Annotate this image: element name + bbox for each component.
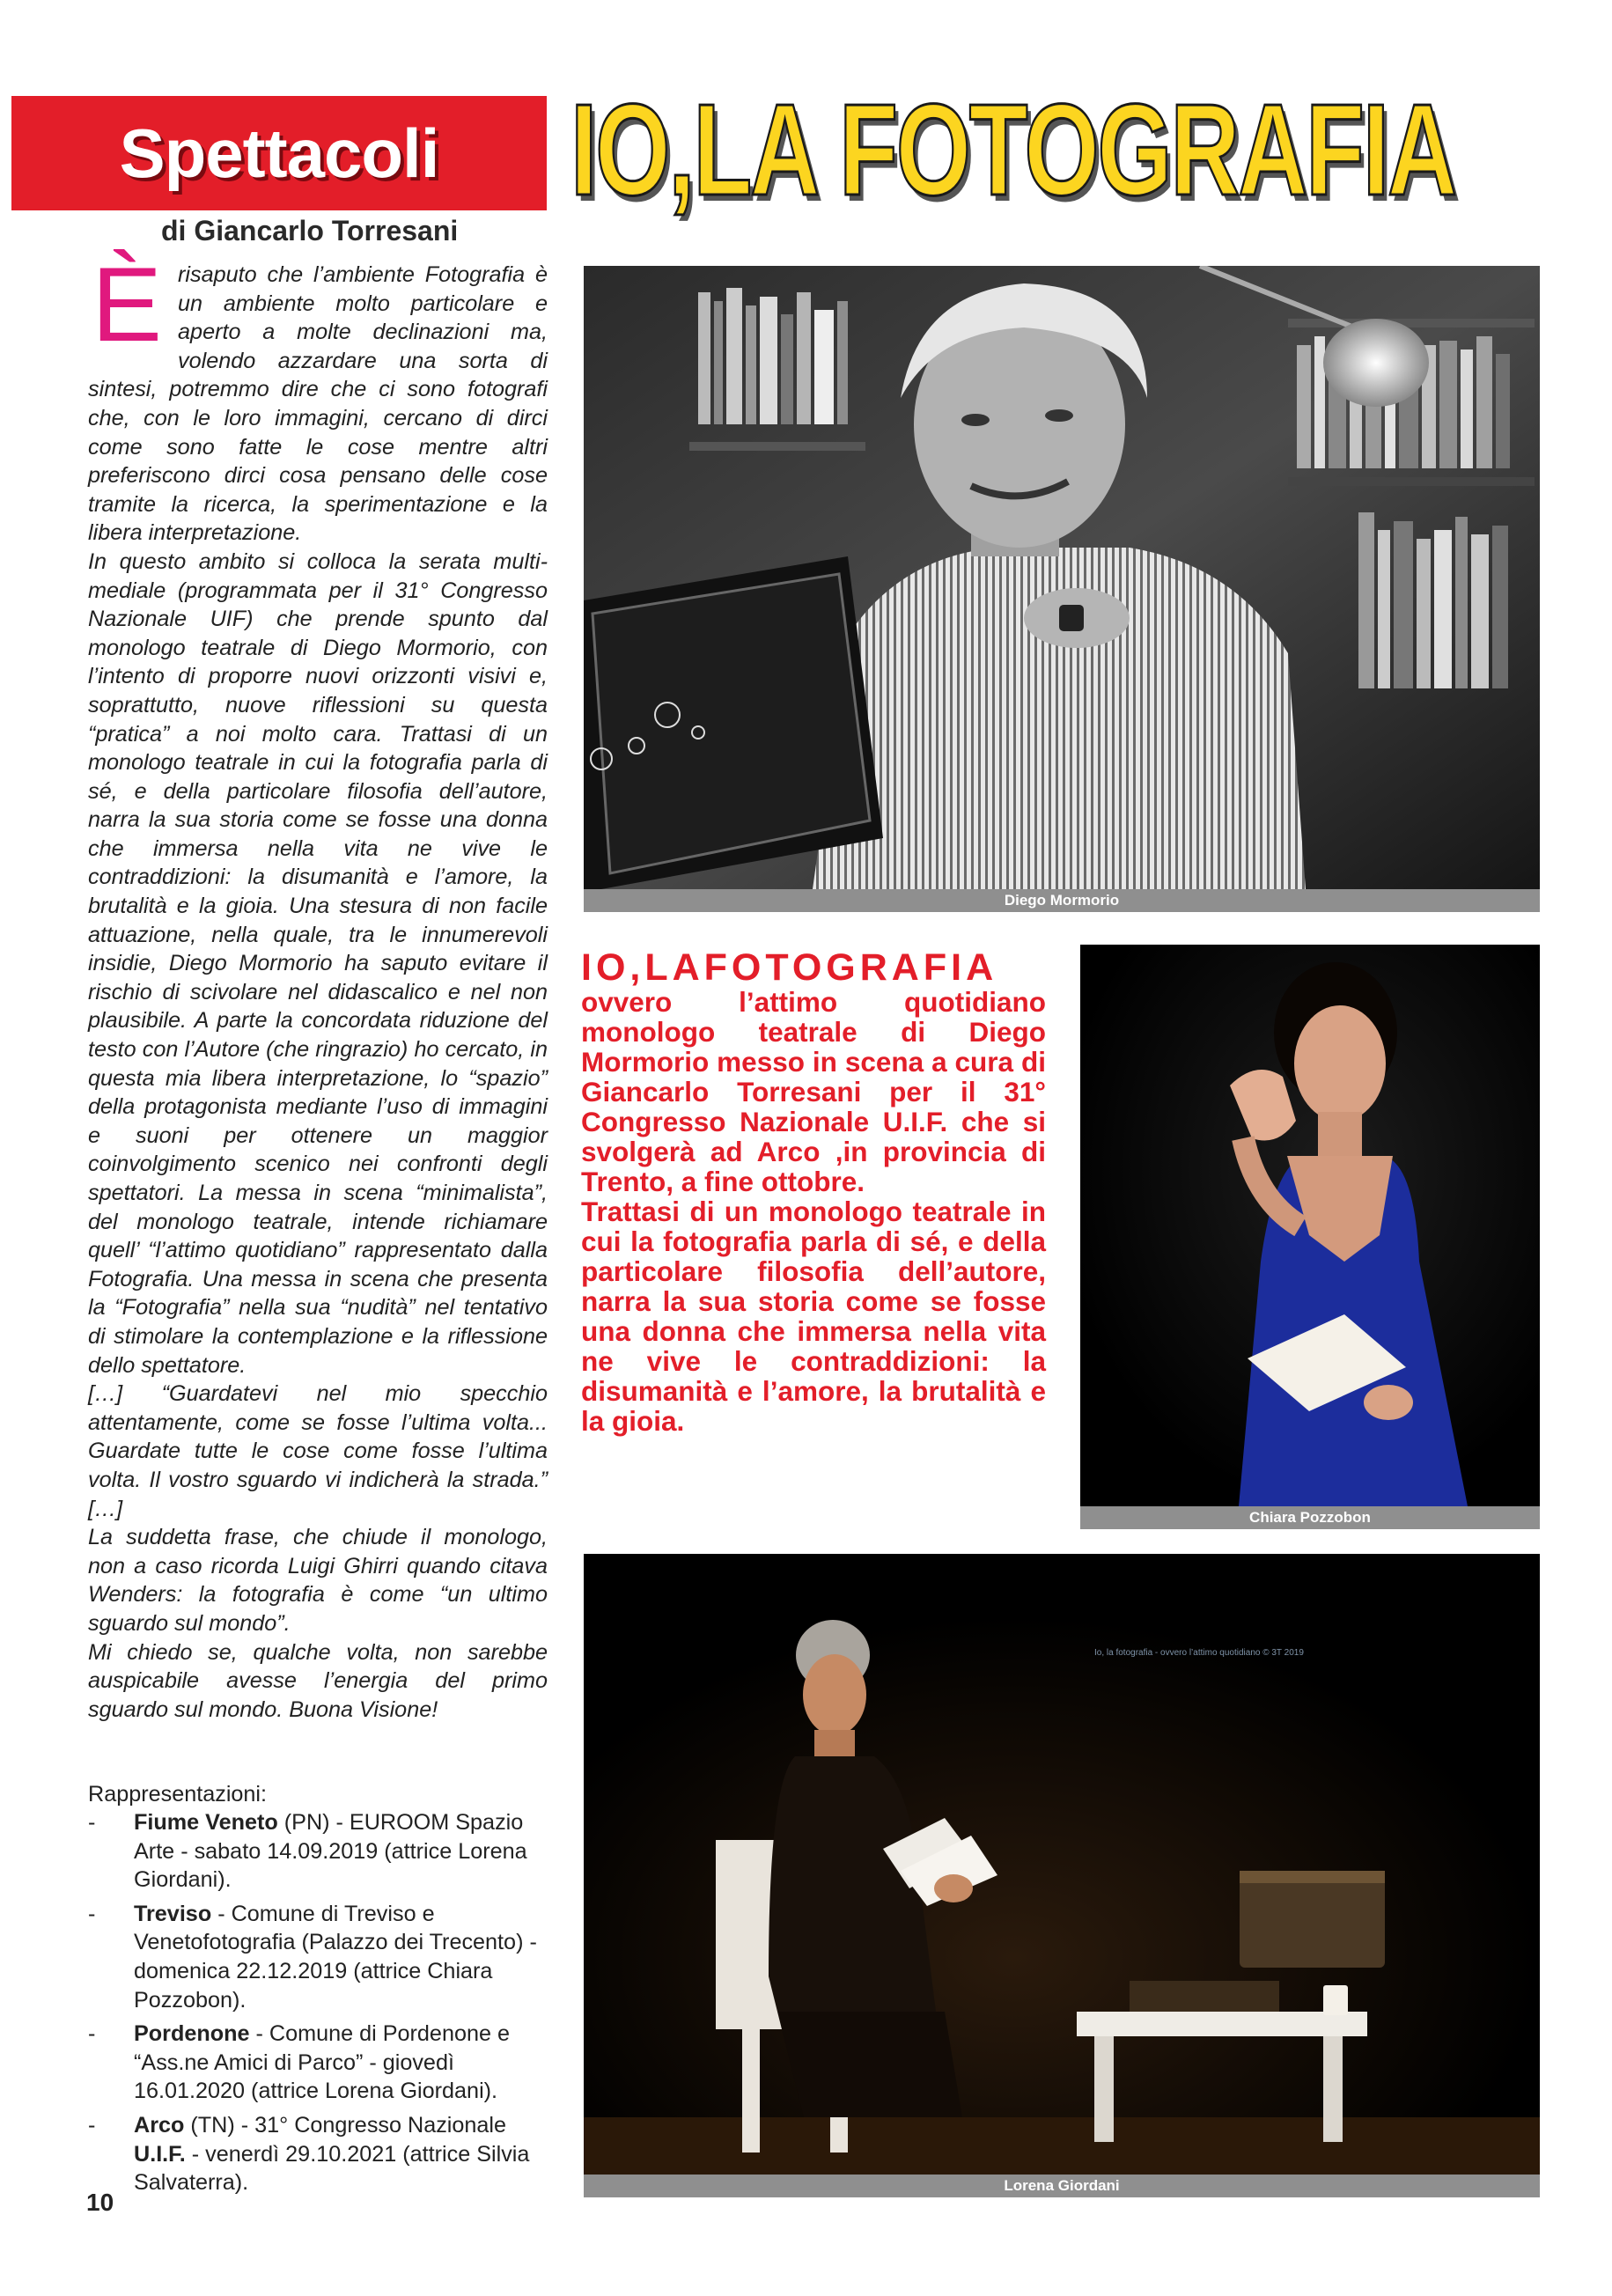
list-dash: - bbox=[88, 1901, 96, 1926]
list-dash: - bbox=[88, 2021, 96, 2047]
stage-photo bbox=[584, 1554, 1540, 2175]
callout-title: IO,LAFOTOGRAFIA bbox=[581, 946, 998, 989]
callout-text: Trattasi di un monologo teatrale in cui la fotografia parla di sé, e della particolare filosofia dell’autore, narra la sua storia come se fosse una donna che immersa nella vita ne vive le contraddizioni: la disumanità e l’amore, la brutalità e la gioia. bbox=[581, 1196, 1046, 1437]
callout-text: ovvero l’attimo quotidiano monologo teatrale di Diego Mormorio messo in scena a cura di Giancarlo Torresani per il 31° Congresso Nazionale U.I.F. che si svolgerà ad Arco ,in provincia di Trento, a fine ottobre. bbox=[581, 986, 1046, 1197]
portrait-photo bbox=[584, 266, 1540, 889]
photo-caption: Diego Mormorio bbox=[584, 889, 1540, 912]
paragraph-intro-text: risaputo che l’ambiente Fotografia è un ambiente molto particolare e aperto a molte declinazioni ma, volendo azzardare una sorta di sintesi, potremmo dire che ci sono fotografi che, con le loro immagini, cercano di dirci come sono fatte le cose mentre altri preferiscono dirci cosa pensano delle cose tramite la ricerca, la sperimentazione e la libera interpretazione. bbox=[88, 262, 548, 546]
paragraph: La suddetta frase, che chiude il monologo, non a caso ricorda Luigi Ghirri quando citava Wenders: la fotografia è come “un ultimo sguardo sul mondo”. bbox=[88, 1525, 548, 1636]
list-item bbox=[88, 1808, 548, 1895]
performance-detail: (TN) - 31° Congresso Nazionale bbox=[184, 2112, 507, 2138]
projected-text: Io, la fotografia - ovvero l’attimo quotidiano © 3T 2019 bbox=[1094, 1648, 1304, 1658]
performance-detail: - Comune di Pordenone e “Ass.ne Amici di Parco” - giovedì 16.01.2020 (attrice Lorena Giordani). bbox=[134, 2021, 510, 2104]
list-dash: - bbox=[88, 2112, 96, 2138]
photo-caption: Lorena Giordani bbox=[584, 2175, 1540, 2197]
actress-photo-image bbox=[1080, 945, 1540, 1506]
callout-box bbox=[581, 948, 1046, 1436]
article-body bbox=[88, 246, 548, 1724]
page-number: 10 bbox=[86, 2189, 114, 2216]
performances-heading: Rappresentazioni: bbox=[88, 1782, 268, 1807]
list-item bbox=[88, 1900, 548, 2014]
performances-list bbox=[88, 1808, 548, 2203]
performance-place: Treviso bbox=[134, 1901, 212, 1926]
paragraph: Mi chiedo se, qualche volta, non sarebbe auspicabile avesse l’energia del primo sguardo sul mondo. Buona Visione! bbox=[88, 1639, 548, 1722]
section-banner bbox=[11, 96, 547, 210]
dropcap: È bbox=[92, 246, 163, 364]
stage-photo-image bbox=[584, 1554, 1540, 2175]
byline: di Giancarlo Torresani bbox=[161, 215, 459, 247]
performance-detail: (PN) - EUROOM Spazio Arte - sabato 14.09.2019 (attrice Lorena Giordani). bbox=[134, 1810, 527, 1893]
actress-photo bbox=[1080, 945, 1540, 1506]
section-label: Spettacoli bbox=[119, 114, 439, 192]
performance-org: U.I.F. bbox=[134, 2141, 186, 2167]
list-item bbox=[88, 2020, 548, 2106]
paragraph-intro bbox=[88, 246, 548, 548]
paragraph: In questo ambito si colloca la serata multi-mediale (programmata per il 31° Congresso Nazionale UIF) che prende spunto dal monologo teatrale di Diego Mormorio, con l’intento di proporre nuovi orizzonti visivi e, soprattutto, nuove riflessioni su questa “pratica” a noi molto cara. Trattasi di un monologo teatrale in cui la fotografia parla di sé, e della particolare filosofia dell’autore, narra la sua storia come se fosse una donna che immersa nella vita ne vive le contraddizioni: la disumanità e l’amore, la brutalità e la gioia. Una stesura di non facile attuazione, nella quale, tra le innumerevoli insidie, Diego Mormorio ha saputo evitare il rischio di scivolare nel didascalico e nel non plausibile. A parte la concordata riduzione del testo con l’Autore (che ringrazio) ho cercato, in questa mia libera interpretazione, lo “spazio” della protagonista mediante l’uso di immagini e suoni per ottenere un maggior coinvolgimento scenico nei confronti degli spettatori. La messa in scena “minimalista”, del monologo teatrale, intende richiamare quell’ “l’attimo quotidiano” rappresentato dalla Fotografia. Una messa in scena che presenta la “Fotografia” nella sua “nudità” nel tentativo di stimolare la contemplazione e la riflessione dello spettatore. bbox=[88, 548, 548, 1378]
list-dash: - bbox=[88, 1810, 96, 1835]
article-title: IO,LA FOTOGRAFIA bbox=[570, 77, 1455, 223]
performance-detail: - venerdì 29.10.2021 (attrice Silvia Salvaterra). bbox=[134, 2141, 530, 2196]
list-item bbox=[88, 2111, 548, 2197]
performance-place: Pordenone bbox=[134, 2021, 250, 2047]
performance-place: Fiume Veneto bbox=[134, 1810, 278, 1835]
performance-detail: - Comune di Treviso e Venetofotografia (Palazzo dei Trecento) - domenica 22.12.2019 (attrice Chiara Pozzobon). bbox=[134, 1901, 537, 2013]
photo-caption: Chiara Pozzobon bbox=[1080, 1506, 1540, 1529]
portrait-photo-image bbox=[584, 266, 1540, 889]
quote-paragraph: […] “Guardatevi nel mio specchio attentamente, come se fosse l’ultima volta... Guardate tutte le cose come fosse l’ultima volta. Il vostro sguardo vi indicherà la strada.” […] bbox=[88, 1381, 548, 1521]
performance-place: Arco bbox=[134, 2112, 185, 2138]
